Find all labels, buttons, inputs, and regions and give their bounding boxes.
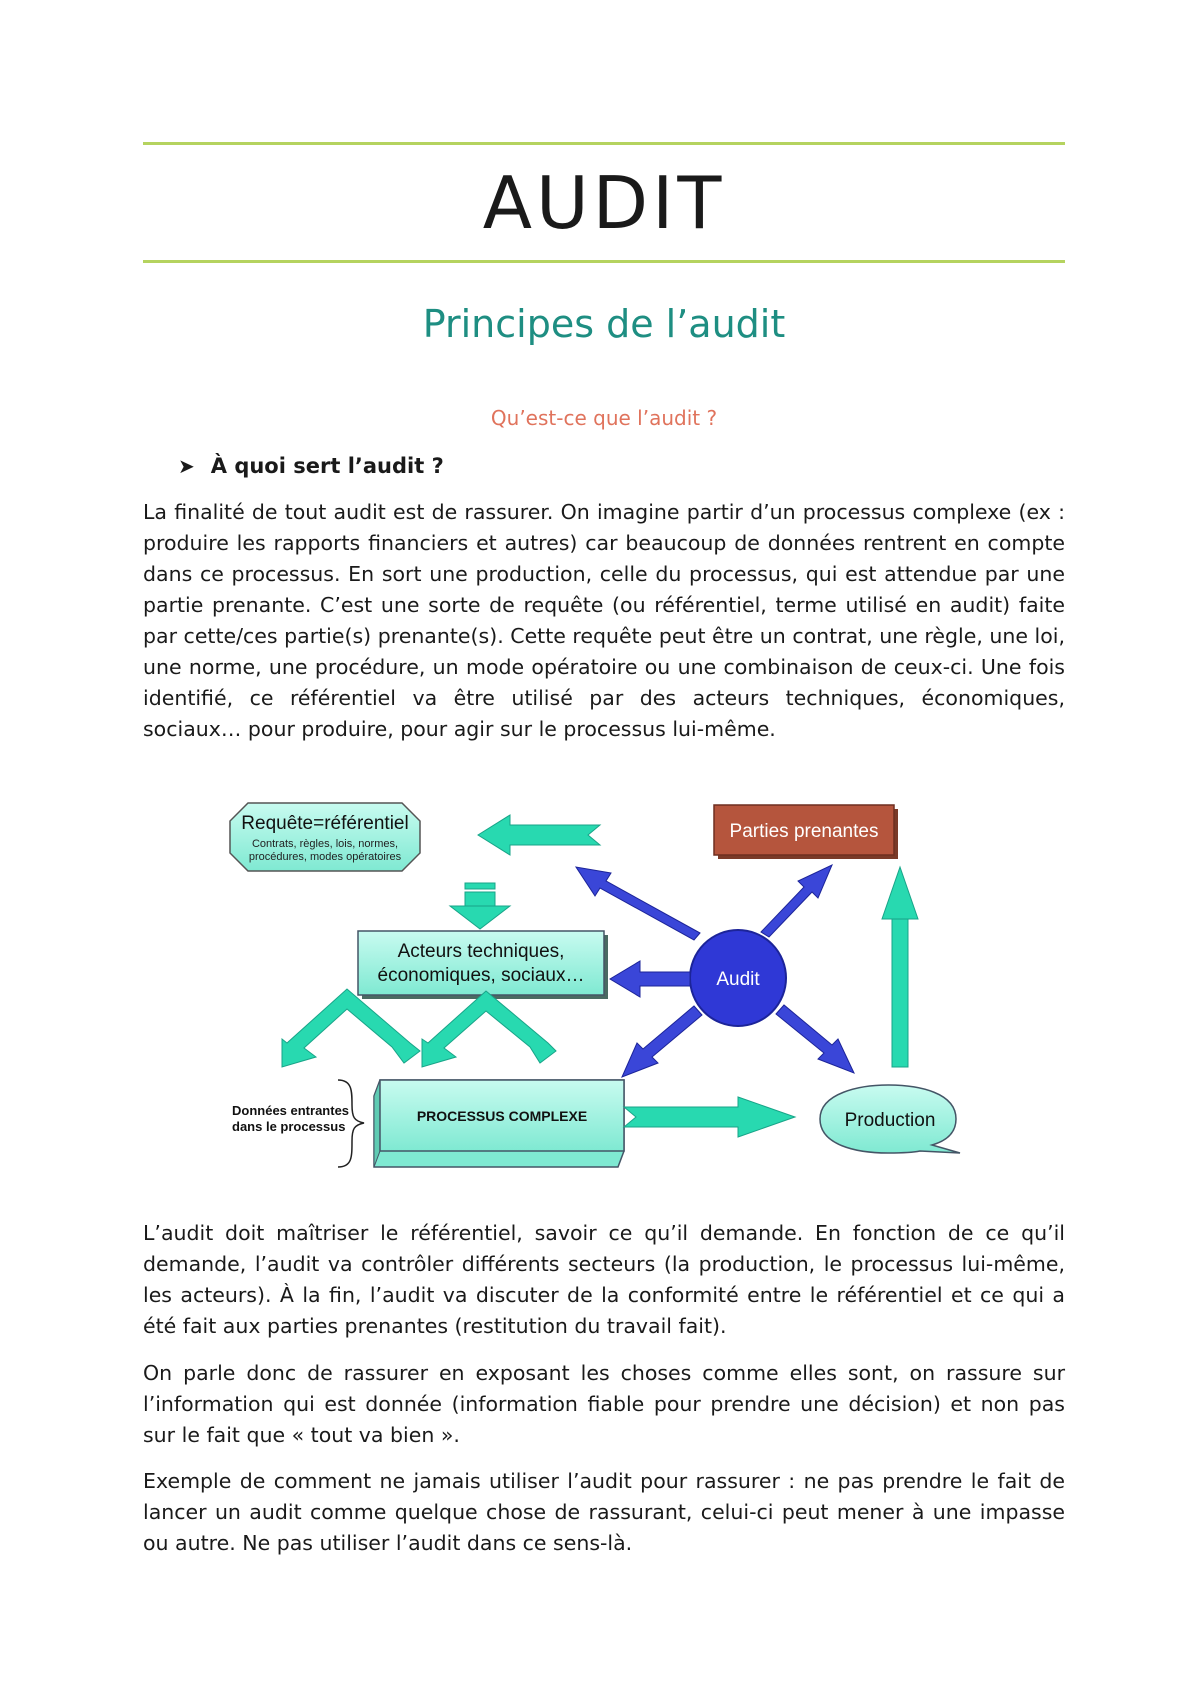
arrow-bullet-icon: ➤	[178, 454, 195, 478]
requete-sub1: Contrats, règles, lois, normes,	[251, 838, 399, 850]
processus-label: PROCESSUS COMPLEXE	[416, 1108, 588, 1124]
document-title: AUDIT	[482, 161, 726, 245]
requete-sub2: procédures, modes opératoires	[248, 851, 402, 863]
arrow-audit-to-production	[776, 1005, 854, 1073]
requete-title: Requête=référentiel	[241, 813, 409, 834]
parties-prenantes-label: Parties prenantes	[729, 821, 879, 842]
arrow-parties-to-requete	[478, 815, 600, 855]
paragraph-2: L’audit doit maîtriser le référentiel, savoir ce qu’il demande. En fonction de ce qu’il demande, l’audit va contrôler différents secteurs (la production, le processus lui-même, les acteurs). À la fin, l’audit va discuter de la conformité entre le référentiel et ce qui a été fait aux parties prenantes (restitution du travail fait).	[143, 1221, 1065, 1338]
paragraph-1: La finalité de tout audit est de rassurer. On imagine partir d’un processus complexe (ex : produire les rapports financiers et autres) car beaucoup de données rentrent en compte dans ce processus. En sort une production, celle du processus, qui est attendue par une partie prenante. C’est une sorte de requête (ou référentiel, terme utilisé en audit) faite par cette/ces partie(s) prenante(s). Cette requête peut être un contrat, une règle, une loi, une norme, une procédure, un mode opératoire ou une combinaison de ceux-ci. Une fois identifié, ce référentiel va être utilisé par des acteurs techniques, économiques, sociaux… pour produire, pour agir sur le processus lui-même.	[143, 500, 1065, 741]
arrow-processus-to-production	[624, 1097, 795, 1137]
bullet-heading-text: À quoi sert l’audit ?	[210, 454, 444, 478]
arrow-audit-to-processus	[622, 1006, 702, 1077]
donnees-entrantes-note	[232, 1080, 364, 1167]
arrow-production-shaft	[892, 919, 908, 1067]
audit-label: Audit	[716, 969, 760, 990]
acteurs-line2: économiques, sociaux…	[377, 965, 585, 986]
paragraph-3: On parle donc de rassurer en exposant les choses comme elles sont, on rassure sur l’information qui est donnée (information fiable pour prendre une décision) et non pas sur le fait que « tout va bien ».	[143, 1361, 1065, 1447]
donnees-line1: Données entrantes	[232, 1103, 350, 1118]
audit-circle	[690, 930, 786, 1026]
document-subtitle: Principes de l’audit	[422, 302, 786, 346]
arrow-audit-to-parties	[761, 865, 832, 937]
arrow-audit-to-requete	[576, 867, 700, 940]
arrow-requete-to-acteurs	[450, 883, 510, 929]
production-label: Production	[844, 1110, 936, 1131]
arrow-production-head	[882, 867, 918, 919]
chevron-right	[422, 991, 556, 1067]
audit-diagram	[220, 795, 980, 1195]
bottom-rule	[143, 260, 1065, 263]
parties-prenantes-box	[714, 805, 898, 859]
acteurs-line1: Acteurs techniques,	[397, 941, 565, 962]
paragraph-4: Exemple de comment ne jamais utiliser l’audit pour rassurer : ne pas prendre le fait de lancer un audit comme quelque chose de rassurant, celui-ci peut mener à une impasse ou autre. Ne pas utiliser l’audit dans ce sens-là.	[143, 1469, 1065, 1555]
acteurs-box	[358, 931, 608, 999]
top-rule	[143, 142, 1065, 145]
chevron-left	[282, 989, 420, 1067]
donnees-line2: dans le processus	[232, 1119, 346, 1134]
production-bubble	[820, 1085, 960, 1153]
bullet-heading	[178, 452, 444, 480]
processus-box	[374, 1080, 624, 1167]
requete-box	[230, 803, 420, 871]
section-heading: Qu’est-ce que l’audit ?	[490, 406, 718, 430]
arrow-audit-to-acteurs	[610, 961, 690, 997]
